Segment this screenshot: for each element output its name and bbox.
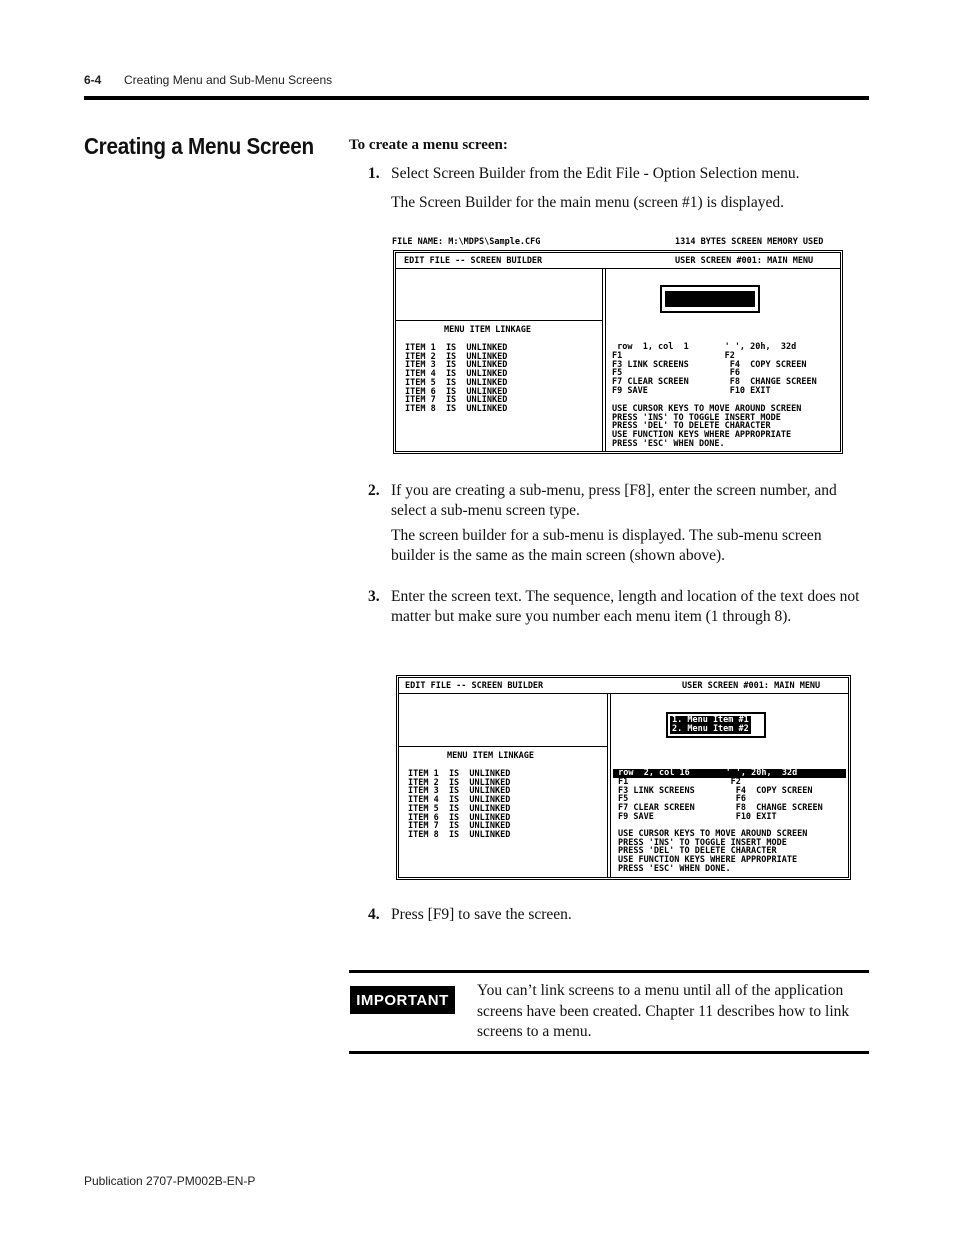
- cursor-status: row 2, col 16 ' ', 20h, 32d: [613, 769, 846, 778]
- publication-footer: Publication 2707-PM002B-EN-P: [84, 1174, 256, 1188]
- linkage-title: MENU ITEM LINKAGE: [444, 325, 531, 335]
- step-number: 2.: [368, 482, 380, 499]
- header-rule: [84, 96, 869, 100]
- list-item: ITEM 3 IS UNLINKED: [405, 360, 508, 371]
- list-item: ITEM 2 IS UNLINKED: [405, 351, 508, 362]
- list-item: ITEM 8 IS UNLINKED: [408, 829, 511, 840]
- list-item: ITEM 6 IS UNLINKED: [408, 812, 511, 823]
- procedure-title: To create a menu screen:: [349, 137, 508, 153]
- step-note: The Screen Builder for the main menu (screen #1) is displayed.: [391, 194, 784, 211]
- linkage-title: MENU ITEM LINKAGE: [447, 751, 534, 761]
- linkage-divider: [399, 746, 607, 747]
- step-1: [368, 164, 868, 213]
- pane-divider: [602, 269, 606, 451]
- list-item: ITEM 7 IS UNLINKED: [405, 395, 508, 406]
- screen-title-left: EDIT FILE -- SCREEN BUILDER: [405, 681, 544, 691]
- list-item: ITEM 1 IS UNLINKED: [408, 769, 511, 779]
- list-item: ITEM 3 IS UNLINKED: [408, 786, 511, 797]
- step-text: Press [F9] to save the screen.: [391, 906, 572, 923]
- page-number: 6-4: [84, 73, 102, 87]
- step-4: [368, 905, 868, 925]
- function-keys: F1 F2 F3 LINK SCREENS F4 COPY SCREEN F5 F6 F7 CLEAR SCREEN F8 CHANGE SCREEN F9 SAVE F10 EXIT: [612, 351, 817, 396]
- list-item: ITEM 5 IS UNLINKED: [408, 803, 511, 814]
- text-entry-highlight: [665, 291, 755, 307]
- menu-item-2-text: 2. Menu Item #2: [672, 724, 749, 734]
- screen-title-left: EDIT FILE -- SCREEN BUILDER: [404, 256, 543, 266]
- important-label: IMPORTANT: [350, 986, 455, 1014]
- linkage-divider: [396, 320, 602, 321]
- step-text: If you are creating a sub-menu, press [F8], enter the screen number, and select a sub-menu screen type.: [391, 482, 837, 519]
- pane-divider: [607, 694, 611, 877]
- help-text: USE CURSOR KEYS TO MOVE AROUND SCREEN PRESS 'INS' TO TOGGLE INSERT MODE PRESS 'DEL' TO DELETE CHARACTER USE FUNCTION KEYS WHERE APPROPRIATE PRESS 'ESC' WHEN DONE.: [618, 829, 808, 874]
- title-divider: [396, 268, 840, 269]
- step-text: Select Screen Builder from the Edit File - Option Selection menu.: [391, 165, 800, 182]
- list-item: ITEM 1 IS UNLINKED: [405, 343, 508, 353]
- menu-item-1-text: 1. Menu Item #1: [672, 715, 749, 725]
- step-number: 4.: [368, 906, 380, 923]
- linkage-list: [405, 344, 507, 414]
- memory-used-line: 1314 BYTES SCREEN MEMORY USED: [675, 237, 824, 247]
- help-text: USE CURSOR KEYS TO MOVE AROUND SCREEN PRESS 'INS' TO TOGGLE INSERT MODE PRESS 'DEL' TO DELETE CHARACTER USE FUNCTION KEYS WHERE APPROPRIATE PRESS 'ESC' WHEN DONE.: [612, 404, 802, 449]
- step-3: [368, 587, 868, 627]
- list-item: ITEM 4 IS UNLINKED: [408, 795, 511, 806]
- important-note: [349, 970, 869, 1054]
- step-2: [368, 481, 868, 566]
- screen-title-right: USER SCREEN #001: MAIN MENU: [682, 681, 821, 691]
- linkage-list: [408, 770, 510, 840]
- list-item: ITEM 8 IS UNLINKED: [405, 403, 508, 414]
- important-text: You can’t link screens to a menu until all of the application screens have been created. Chapter 11 describes how to link screens to a menu.: [477, 982, 850, 1040]
- list-item: ITEM 6 IS UNLINKED: [405, 386, 508, 397]
- step-number: 1.: [368, 165, 380, 182]
- function-keys: F1 F2 F3 LINK SCREENS F4 COPY SCREEN F5 F6 F7 CLEAR SCREEN F8 CHANGE SCREEN F9 SAVE F10 EXIT: [618, 777, 823, 822]
- list-item: ITEM 5 IS UNLINKED: [405, 377, 508, 388]
- cursor-status: row 1, col 1 ' ', 20h, 32d: [612, 342, 797, 352]
- step-text: Enter the screen text. The sequence, length and location of the text does not matter but make sure you number each menu item (1 through 8).: [391, 588, 860, 625]
- step-number: 3.: [368, 588, 380, 605]
- title-divider: [399, 693, 848, 694]
- file-name-line: FILE NAME: M:\MDPS\Sample.CFG: [392, 237, 541, 247]
- running-header: [84, 73, 333, 87]
- step-note: The screen builder for a sub-menu is displayed. The sub-menu screen builder is the same as the main screen (shown above).: [391, 527, 822, 564]
- list-item: ITEM 4 IS UNLINKED: [405, 369, 508, 380]
- list-item: ITEM 2 IS UNLINKED: [408, 777, 511, 788]
- section-title: Creating Menu and Sub-Menu Screens: [124, 73, 333, 87]
- list-item: ITEM 7 IS UNLINKED: [408, 821, 511, 832]
- page-title: Creating a Menu Screen: [84, 133, 314, 159]
- screen-title-right: USER SCREEN #001: MAIN MENU: [675, 256, 814, 266]
